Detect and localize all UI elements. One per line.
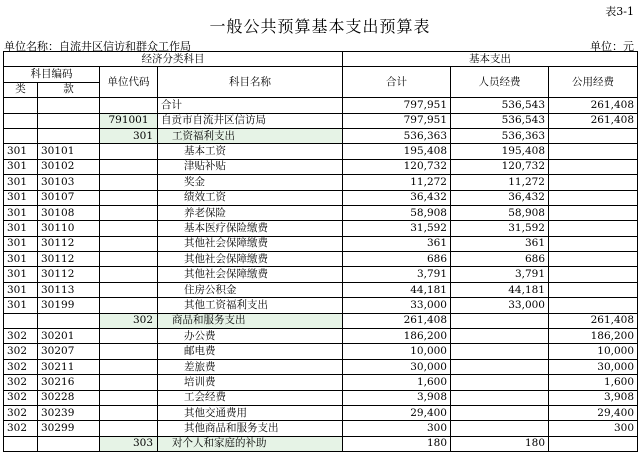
cell-category: 301 bbox=[4, 205, 38, 220]
cell-subject-name bbox=[158, 421, 343, 436]
cell-unit-code bbox=[100, 344, 158, 359]
budget-table bbox=[3, 51, 638, 452]
table-row bbox=[4, 221, 638, 236]
cell-personnel: 180 bbox=[451, 436, 549, 451]
table-row bbox=[4, 236, 638, 251]
unit-name-label: 单位名称：自流井区信访和群众工作局 bbox=[4, 40, 191, 53]
cell-name-text: 津贴补贴 bbox=[184, 160, 226, 173]
cell-unit-code bbox=[100, 221, 158, 236]
cell-item: 30199 bbox=[38, 298, 100, 313]
cell-name-text: 住房公积金 bbox=[184, 283, 237, 296]
cell-item: 30112 bbox=[38, 236, 100, 251]
cell-item: 30102 bbox=[38, 159, 100, 174]
header-public: 公用经费 bbox=[549, 67, 638, 98]
cell-category: 302 bbox=[4, 344, 38, 359]
cell-public: 186,200 bbox=[549, 329, 638, 344]
cell-personnel: 36,432 bbox=[451, 190, 549, 205]
cell-subject-name bbox=[158, 159, 343, 174]
cell-subject-name bbox=[158, 190, 343, 205]
table-row bbox=[4, 421, 638, 436]
cell-item: 30110 bbox=[38, 221, 100, 236]
cell-public: 261,408 bbox=[549, 313, 638, 328]
cell-subject-name bbox=[158, 313, 343, 328]
cell-item: 30216 bbox=[38, 375, 100, 390]
cell-subject-name bbox=[158, 329, 343, 344]
cell-total: 1,600 bbox=[343, 375, 451, 390]
cell-name-text: 其他社会保障缴费 bbox=[184, 252, 268, 265]
header-unit-code: 单位代码 bbox=[100, 67, 158, 98]
cell-item: 30107 bbox=[38, 190, 100, 205]
table-row bbox=[4, 205, 638, 220]
cell-subject-name bbox=[158, 113, 343, 128]
cell-name-text: 自贡市自流井区信访局 bbox=[161, 114, 266, 127]
cell-item: 30101 bbox=[38, 144, 100, 159]
cell-personnel: 11,272 bbox=[451, 175, 549, 190]
cell-category: 302 bbox=[4, 359, 38, 374]
cell-subject-name bbox=[158, 359, 343, 374]
cell-public bbox=[549, 190, 638, 205]
cell-unit-code bbox=[100, 282, 158, 297]
cell-public bbox=[549, 267, 638, 282]
cell-name-text: 奖金 bbox=[184, 175, 205, 188]
cell-unit-code: 302 bbox=[100, 313, 158, 328]
cell-category bbox=[4, 113, 38, 128]
cell-unit-code bbox=[100, 144, 158, 159]
cell-unit-code bbox=[100, 405, 158, 420]
cell-category: 302 bbox=[4, 390, 38, 405]
cell-subject-name bbox=[158, 267, 343, 282]
cell-category: 302 bbox=[4, 405, 38, 420]
cell-item: 30108 bbox=[38, 205, 100, 220]
cell-personnel bbox=[451, 390, 549, 405]
cell-category: 301 bbox=[4, 282, 38, 297]
cell-subject-name bbox=[158, 221, 343, 236]
header-row-2 bbox=[4, 67, 638, 82]
header-lei: 类 bbox=[4, 82, 38, 97]
cell-public bbox=[549, 175, 638, 190]
cell-category bbox=[4, 436, 38, 451]
cell-total: 186,200 bbox=[343, 329, 451, 344]
cell-unit-code bbox=[100, 298, 158, 313]
cell-public: 10,000 bbox=[549, 344, 638, 359]
cell-total: 44,181 bbox=[343, 282, 451, 297]
cell-public bbox=[549, 282, 638, 297]
cell-unit-code bbox=[100, 236, 158, 251]
cell-total: 11,272 bbox=[343, 175, 451, 190]
cell-unit-code bbox=[100, 329, 158, 344]
cell-public bbox=[549, 252, 638, 267]
cell-category: 301 bbox=[4, 267, 38, 282]
header-personnel: 人员经费 bbox=[451, 67, 549, 98]
cell-subject-name bbox=[158, 375, 343, 390]
cell-total: 797,951 bbox=[343, 113, 451, 128]
table-row bbox=[4, 113, 638, 128]
table-row bbox=[4, 405, 638, 420]
cell-subject-name bbox=[158, 405, 343, 420]
cell-personnel: 536,363 bbox=[451, 128, 549, 143]
cell-unit-code bbox=[100, 159, 158, 174]
cell-name-text: 培训费 bbox=[184, 375, 216, 388]
cell-name-text: 基本医疗保险缴费 bbox=[184, 221, 268, 234]
cell-item bbox=[38, 313, 100, 328]
cell-unit-code bbox=[100, 175, 158, 190]
header-subject-code: 科目编码 bbox=[4, 67, 100, 82]
cell-total: 536,363 bbox=[343, 128, 451, 143]
cell-item bbox=[38, 113, 100, 128]
cell-total: 31,592 bbox=[343, 221, 451, 236]
table-row bbox=[4, 128, 638, 143]
header-basic-expense: 基本支出 bbox=[343, 52, 638, 67]
cell-total: 686 bbox=[343, 252, 451, 267]
cell-total: 33,000 bbox=[343, 298, 451, 313]
cell-total: 29,400 bbox=[343, 405, 451, 420]
cell-item bbox=[38, 436, 100, 451]
table-row bbox=[4, 98, 638, 113]
cell-name-text: 养老保险 bbox=[184, 206, 226, 219]
header-row-1 bbox=[4, 52, 638, 67]
cell-item: 30299 bbox=[38, 421, 100, 436]
cell-total: 30,000 bbox=[343, 359, 451, 374]
cell-item: 30113 bbox=[38, 282, 100, 297]
cell-public bbox=[549, 128, 638, 143]
cell-name-text: 工会经费 bbox=[184, 391, 226, 404]
cell-personnel bbox=[451, 344, 549, 359]
header-subject-name: 科目名称 bbox=[158, 67, 343, 98]
cell-total: 10,000 bbox=[343, 344, 451, 359]
cell-personnel bbox=[451, 359, 549, 374]
cell-name-text: 其他社会保障缴费 bbox=[184, 268, 268, 281]
cell-public bbox=[549, 298, 638, 313]
table-row bbox=[4, 436, 638, 451]
cell-item: 30201 bbox=[38, 329, 100, 344]
cell-personnel: 3,791 bbox=[451, 267, 549, 282]
cell-category: 301 bbox=[4, 144, 38, 159]
cell-item: 30211 bbox=[38, 359, 100, 374]
cell-unit-code bbox=[100, 252, 158, 267]
cell-unit-code: 301 bbox=[100, 128, 158, 143]
cell-personnel: 536,543 bbox=[451, 98, 549, 113]
cell-total: 300 bbox=[343, 421, 451, 436]
cell-total: 120,732 bbox=[343, 159, 451, 174]
table-row bbox=[4, 313, 638, 328]
cell-public: 300 bbox=[549, 421, 638, 436]
cell-personnel bbox=[451, 375, 549, 390]
cell-personnel: 58,908 bbox=[451, 205, 549, 220]
cell-unit-code bbox=[100, 375, 158, 390]
cell-category: 301 bbox=[4, 159, 38, 174]
cell-category: 301 bbox=[4, 298, 38, 313]
cell-item: 30228 bbox=[38, 390, 100, 405]
cell-total: 3,791 bbox=[343, 267, 451, 282]
cell-public: 261,408 bbox=[549, 98, 638, 113]
cell-name-text: 差旅费 bbox=[184, 360, 216, 373]
cell-unit-code bbox=[100, 421, 158, 436]
cell-public: 3,908 bbox=[549, 390, 638, 405]
cell-subject-name bbox=[158, 98, 343, 113]
cell-name-text: 绩效工资 bbox=[184, 191, 226, 204]
cell-public bbox=[549, 221, 638, 236]
cell-category: 301 bbox=[4, 190, 38, 205]
cell-name-text: 合计 bbox=[161, 98, 182, 111]
cell-subject-name bbox=[158, 344, 343, 359]
cell-unit-code bbox=[100, 359, 158, 374]
page-title: 一般公共预算基本支出预算表 bbox=[209, 17, 431, 36]
cell-personnel: 31,592 bbox=[451, 221, 549, 236]
cell-category: 302 bbox=[4, 421, 38, 436]
header-kuan: 款 bbox=[38, 82, 100, 97]
cell-personnel: 361 bbox=[451, 236, 549, 251]
cell-personnel bbox=[451, 329, 549, 344]
cell-unit-code bbox=[100, 390, 158, 405]
cell-unit-code bbox=[100, 267, 158, 282]
cell-unit-code bbox=[100, 190, 158, 205]
cell-total: 36,432 bbox=[343, 190, 451, 205]
cell-public: 1,600 bbox=[549, 375, 638, 390]
table-row bbox=[4, 390, 638, 405]
table-row bbox=[4, 344, 638, 359]
cell-name-text: 其他商品和服务支出 bbox=[184, 422, 279, 435]
cell-unit-code: 791001 bbox=[100, 113, 158, 128]
cell-public: 30,000 bbox=[549, 359, 638, 374]
cell-personnel: 33,000 bbox=[451, 298, 549, 313]
table-row bbox=[4, 359, 638, 374]
header-econ-class: 经济分类科目 bbox=[4, 52, 343, 67]
cell-personnel: 44,181 bbox=[451, 282, 549, 297]
cell-item bbox=[38, 98, 100, 113]
cell-category: 302 bbox=[4, 329, 38, 344]
table-row bbox=[4, 190, 638, 205]
table-row bbox=[4, 175, 638, 190]
cell-item: 30112 bbox=[38, 252, 100, 267]
cell-item: 30239 bbox=[38, 405, 100, 420]
cell-subject-name bbox=[158, 144, 343, 159]
cell-category: 301 bbox=[4, 175, 38, 190]
table-row bbox=[4, 329, 638, 344]
cell-personnel bbox=[451, 313, 549, 328]
cell-item: 30207 bbox=[38, 344, 100, 359]
cell-name-text: 商品和服务支出 bbox=[172, 314, 246, 327]
cell-public bbox=[549, 144, 638, 159]
cell-unit-code bbox=[100, 205, 158, 220]
cell-name-text: 基本工资 bbox=[184, 145, 226, 158]
cell-public bbox=[549, 205, 638, 220]
cell-total: 195,408 bbox=[343, 144, 451, 159]
cell-item: 30103 bbox=[38, 175, 100, 190]
cell-personnel: 536,543 bbox=[451, 113, 549, 128]
table-row bbox=[4, 375, 638, 390]
header-total: 合计 bbox=[343, 67, 451, 98]
cell-subject-name bbox=[158, 390, 343, 405]
cell-public bbox=[549, 436, 638, 451]
cell-subject-name bbox=[158, 282, 343, 297]
cell-subject-name bbox=[158, 205, 343, 220]
cell-name-text: 办公费 bbox=[184, 329, 216, 342]
cell-total: 3,908 bbox=[343, 390, 451, 405]
cell-subject-name bbox=[158, 175, 343, 190]
form-number: 表3-1 bbox=[605, 5, 634, 18]
table-row bbox=[4, 267, 638, 282]
cell-total: 361 bbox=[343, 236, 451, 251]
cell-personnel bbox=[451, 405, 549, 420]
cell-name-text: 其他社会保障缴费 bbox=[184, 237, 268, 250]
cell-item: 30112 bbox=[38, 267, 100, 282]
cell-personnel: 120,732 bbox=[451, 159, 549, 174]
cell-public bbox=[549, 236, 638, 251]
cell-name-text: 其他交通费用 bbox=[184, 406, 247, 419]
cell-category bbox=[4, 128, 38, 143]
cell-category: 301 bbox=[4, 221, 38, 236]
cell-personnel bbox=[451, 421, 549, 436]
cell-total: 58,908 bbox=[343, 205, 451, 220]
cell-category bbox=[4, 98, 38, 113]
table-row bbox=[4, 159, 638, 174]
table-row bbox=[4, 298, 638, 313]
table-row bbox=[4, 252, 638, 267]
cell-subject-name bbox=[158, 252, 343, 267]
cell-unit-code: 303 bbox=[100, 436, 158, 451]
cell-subject-name bbox=[158, 436, 343, 451]
cell-subject-name bbox=[158, 236, 343, 251]
cell-name-text: 其他工资福利支出 bbox=[184, 298, 268, 311]
cell-subject-name bbox=[158, 298, 343, 313]
cell-category: 301 bbox=[4, 252, 38, 267]
cell-category: 301 bbox=[4, 236, 38, 251]
cell-name-text: 对个人和家庭的补助 bbox=[172, 437, 267, 450]
cell-total: 261,408 bbox=[343, 313, 451, 328]
cell-total: 797,951 bbox=[343, 98, 451, 113]
cell-category bbox=[4, 313, 38, 328]
currency-unit-label: 单位：元 bbox=[590, 40, 634, 53]
cell-unit-code bbox=[100, 98, 158, 113]
cell-name-text: 邮电费 bbox=[184, 345, 216, 358]
cell-name-text: 工资福利支出 bbox=[172, 129, 235, 142]
cell-personnel: 195,408 bbox=[451, 144, 549, 159]
cell-public: 261,408 bbox=[549, 113, 638, 128]
cell-total: 180 bbox=[343, 436, 451, 451]
cell-item bbox=[38, 128, 100, 143]
cell-subject-name bbox=[158, 128, 343, 143]
table-row bbox=[4, 144, 638, 159]
cell-public: 29,400 bbox=[549, 405, 638, 420]
table-row bbox=[4, 282, 638, 297]
cell-category: 302 bbox=[4, 375, 38, 390]
cell-personnel: 686 bbox=[451, 252, 549, 267]
cell-public bbox=[549, 159, 638, 174]
